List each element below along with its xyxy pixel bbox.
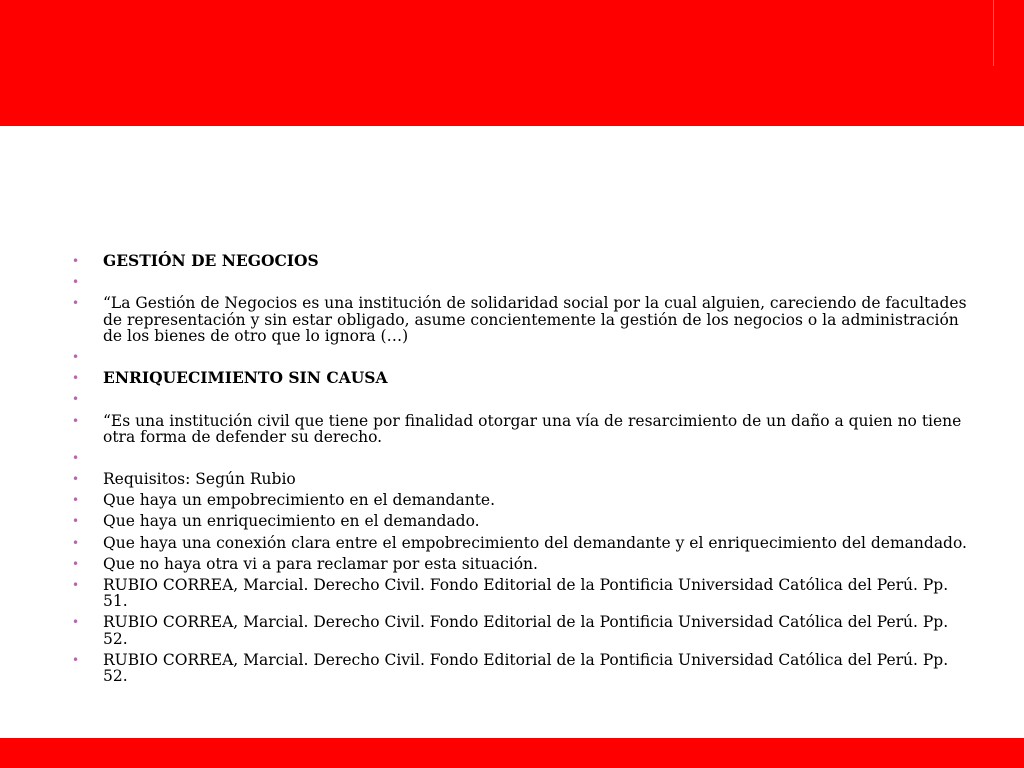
list-item bbox=[72, 556, 972, 573]
list-item-text: ENRIQUECIMIENTO SIN CAUSA bbox=[103, 368, 388, 388]
list-item bbox=[72, 614, 972, 647]
list-item bbox=[72, 492, 972, 509]
list-item bbox=[72, 413, 972, 446]
bullet-icon: • bbox=[72, 296, 80, 311]
empty-list-item bbox=[72, 349, 972, 366]
top-band-edge-line bbox=[993, 0, 994, 66]
list-item bbox=[72, 535, 972, 552]
empty-list-item bbox=[72, 450, 972, 467]
bullet-icon: • bbox=[72, 652, 80, 667]
list-item bbox=[72, 253, 972, 270]
empty-list-item bbox=[72, 391, 972, 408]
list-item-text: Que no haya otra vi a para reclamar por esta situación. bbox=[103, 554, 538, 573]
bullet-icon: • bbox=[72, 514, 80, 529]
bullet-icon: • bbox=[72, 371, 80, 386]
list-item-text: Que haya una conexión clara entre el empobrecimiento del demandante y el enriquecimiento del demandado. bbox=[103, 533, 967, 552]
list-item bbox=[72, 295, 972, 345]
bullet-icon: • bbox=[72, 392, 80, 407]
list-item bbox=[72, 577, 972, 610]
list-item-text: Que haya un empobrecimiento en el demandante. bbox=[103, 491, 496, 510]
list-item-text: Que haya un enriquecimiento en el demandado. bbox=[103, 512, 480, 531]
list-item-text: GESTIÓN DE NEGOCIOS bbox=[103, 251, 319, 270]
bullet-icon: • bbox=[72, 472, 80, 487]
list-item-text: Requisitos: Según Rubio bbox=[103, 470, 296, 489]
list-item bbox=[72, 513, 972, 530]
bullet-icon: • bbox=[72, 413, 80, 428]
empty-list-item bbox=[72, 274, 972, 291]
bottom-red-band bbox=[0, 738, 1024, 768]
bullet-icon: • bbox=[72, 577, 80, 592]
top-red-band bbox=[0, 0, 1024, 126]
bullet-icon: • bbox=[72, 254, 80, 268]
list-item-text: “La Gestión de Negocios es una institución de solidaridad social por la cual alguien, careciendo de facultades de representación y sin estar obligado, asume concientemente la gestión de los negocios o la administración de los bienes de otro que lo ignora (…) bbox=[103, 294, 967, 346]
list-item-text: RUBIO CORREA, Marcial. Derecho Civil. Fondo Editorial de la Pontificia Universidad Católica del Perú. Pp. 52. bbox=[103, 650, 949, 686]
bullet-icon: • bbox=[72, 535, 80, 550]
list-item bbox=[72, 370, 972, 387]
list-item-text: RUBIO CORREA, Marcial. Derecho Civil. Fondo Editorial de la Pontificia Universidad Católica del Perú. Pp. 51. bbox=[103, 575, 949, 611]
bullet-icon: • bbox=[72, 615, 80, 630]
list-item bbox=[72, 471, 972, 488]
bullet-icon: • bbox=[72, 350, 80, 365]
bullet-icon: • bbox=[72, 493, 80, 508]
bullet-icon: • bbox=[72, 275, 80, 290]
bullet-list bbox=[72, 253, 972, 690]
list-item-text: RUBIO CORREA, Marcial. Derecho Civil. Fondo Editorial de la Pontificia Universidad Católica del Perú. Pp. 52. bbox=[103, 613, 949, 648]
bullet-icon: • bbox=[72, 556, 80, 571]
list-item bbox=[72, 652, 972, 685]
list-item-text: “Es una institución civil que tiene por finalidad otorgar una vía de resarcimiento de un daño a quien no tiene otra forma de defender su derecho. bbox=[103, 411, 962, 447]
bullet-icon: • bbox=[72, 451, 80, 466]
